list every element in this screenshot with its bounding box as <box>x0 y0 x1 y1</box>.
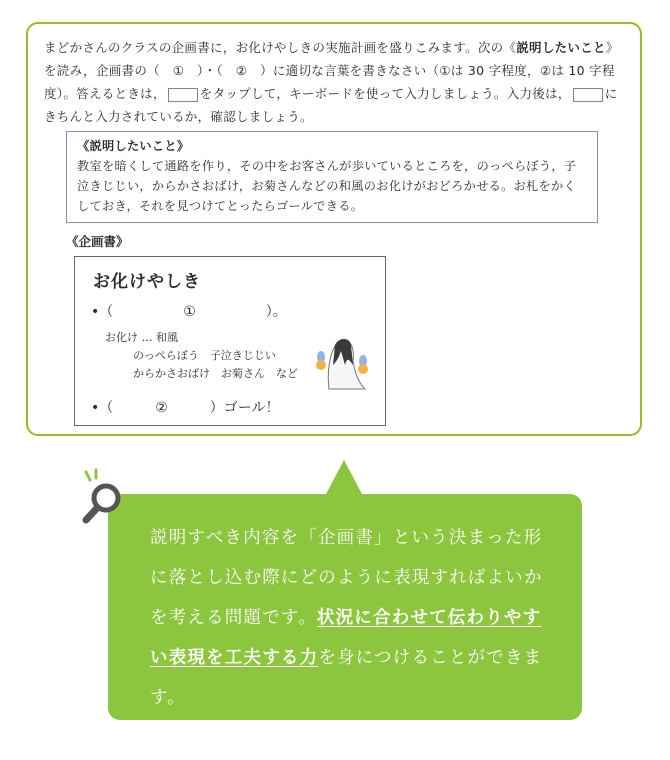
answer-box-sample-2 <box>573 88 603 102</box>
plan-sheet <box>74 256 386 426</box>
callout-emphasis: 状況に合わせて伝わりやすい表現を工夫する力 <box>150 608 542 668</box>
callout-text-2: を身につけることができます。 <box>150 648 543 708</box>
plan-label: 《企画書》 <box>66 234 129 249</box>
plan-title: お化けやしき <box>93 272 201 292</box>
plan-detail-1: お化け … 和風 <box>105 331 178 344</box>
question-part-1: まどかさんのクラスの企画書に，お化けやしきの実施計画を盛りこみます。次の《 <box>44 40 517 55</box>
callout-text <box>150 518 555 718</box>
explanation-box <box>66 131 598 223</box>
plan-detail <box>105 329 298 383</box>
plan-detail-2: のっぺらぼう 子泣きじじい <box>133 349 276 362</box>
magnifier-icon <box>80 468 128 530</box>
plan-detail-3: からかさおばけ お菊さん など <box>133 367 298 380</box>
question-text <box>44 36 626 128</box>
callout-tail <box>325 460 363 496</box>
explanation-title: 《説明したいこと》 <box>77 139 190 153</box>
explanation-body: 教室を暗くして通路を作り，その中をお客さんが歩いているところを，のっぺらぼう，子泣きじじい，からかさおばけ，お菊さんなどの和風のお化けがおどろかせる。お札をかくしておき，それを見つけてとったらゴールできる。 <box>77 159 577 213</box>
question-part-4: にきちんと入力されているか，確認しましょう。 <box>44 86 618 124</box>
question-part-2: 》を読み，企画書の（ ① ）・（ ② ）に適切な言葉を書きなさい（①は 30 字程度，②は 10 字程度）。答えるときは， <box>44 40 619 101</box>
answer-box-sample <box>168 88 198 102</box>
question-emphasis: 説明したいこと <box>516 40 606 55</box>
plan-item-1: •（ ① ）。 <box>91 304 287 320</box>
ghost-illustration <box>311 331 371 399</box>
plan-item-2: •（ ② ）ゴール！ <box>91 400 280 416</box>
question-part-3: をタップして，キーボードを使って入力しましょう。入力後は， <box>199 86 571 101</box>
callout-text-1: 説明すべき内容を「企画書」という決まった形に落とし込む際にどのように表現すればよいかを考える問題です。 <box>150 528 543 628</box>
